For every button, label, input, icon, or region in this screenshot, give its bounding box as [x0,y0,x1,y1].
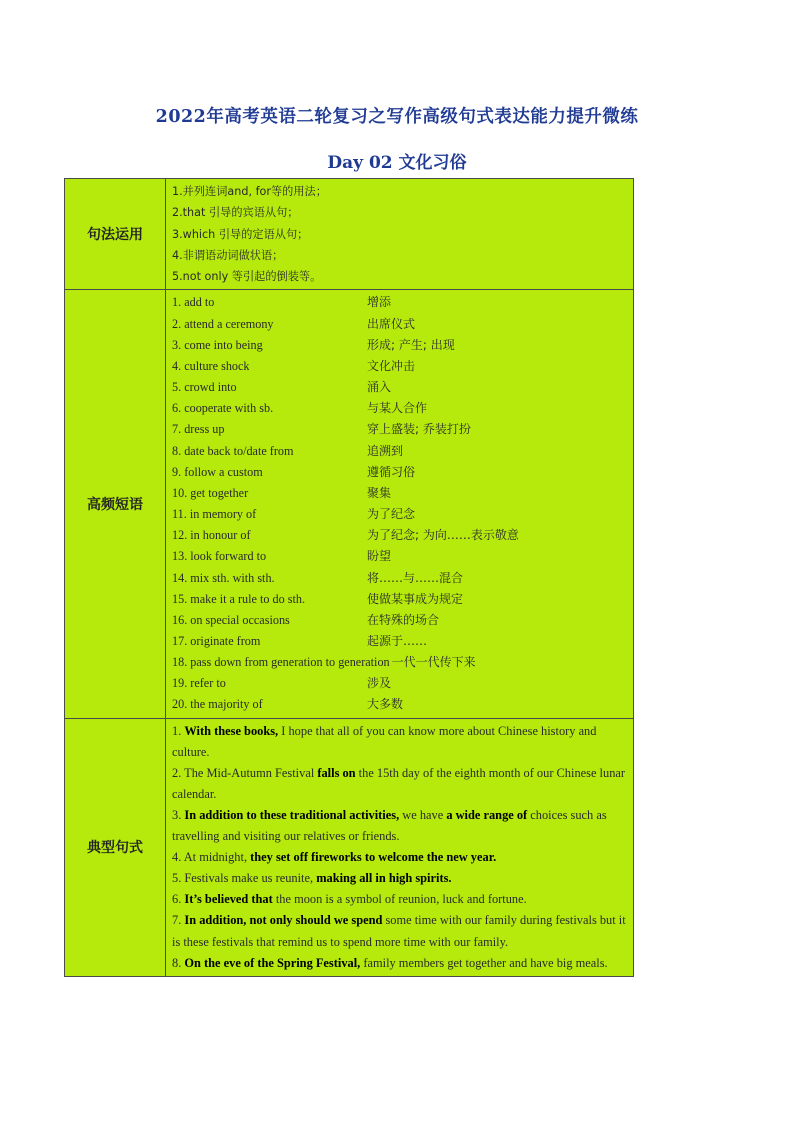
phrase-item [172,694,627,715]
sentence-key-phrase: It’s believed that [184,892,273,907]
syntax-item: 1.并列连词and, for等的用法； [172,185,327,198]
sentence-text: some time with our family during festivals but it is these festivals that remind us to spend more time with our family. [172,913,626,949]
phrase-chinese: 增添 [367,295,392,310]
sentence-item [172,953,627,974]
phrases-list [166,290,634,718]
document-title: 2022年高考英语二轮复习之写作高级句式表达能力提升微练 [155,107,639,127]
sentence-text: choices such as travelling and visiting our relatives or friends. [172,807,607,844]
sentence-item [172,805,627,847]
phrase-chinese: 遵循习俗 [367,464,416,479]
sentence-key-phrase: making all in high spirits. [316,871,452,886]
sentence-text: 3. [172,807,185,822]
content-table [64,178,634,977]
phrase-english: 16. on special occasions [172,612,290,627]
sentence-text: I hope that all of you can know more about Chinese history and culture. [172,723,597,759]
phrase-item [172,314,627,335]
phrase-english: 7. dress up [172,422,225,437]
phrase-item [172,589,627,610]
phrase-english: 17. originate from [172,633,261,648]
phrase-item [172,631,627,652]
document-subtitle: Day 02 文化习俗 [327,153,467,173]
phrase-chinese: 涌入 [367,380,392,395]
phrase-chinese: 涉及 [367,676,392,691]
sentence-text: 5. Festivals make us reunite, [172,871,317,886]
sentence-text: 1. [172,723,185,738]
phrase-chinese: 起源于…… [367,633,428,648]
phrase-english: 6. cooperate with sb. [172,401,274,416]
phrase-english: 3. come into being [172,337,263,352]
sentence-text: 8. [172,955,185,970]
phrase-english: 20. the majority of [172,697,263,712]
syntax-row [65,179,634,290]
sentence-item [172,868,627,889]
phrase-item [172,546,627,567]
phrase-english: 5. crowd into [172,380,237,395]
phrase-item [172,568,627,589]
phrase-item [172,356,627,377]
phrase-english: 15. make it a rule to do sth. [172,591,306,606]
sentence-key-phrase: a wide range of [446,807,528,822]
sentence-text: 6. [172,892,185,907]
phrase-item [172,462,627,483]
phrases-row [65,290,634,718]
phrase-item [172,483,627,504]
phrase-english: 9. follow a custom [172,464,263,479]
syntax-list [166,179,634,290]
phrase-item [172,504,627,525]
phrase-english: 13. look forward to [172,549,267,564]
syntax-item: 4.非谓语动词做状语； [172,248,284,262]
phrase-english: 12. in honour of [172,528,251,543]
syntax-heading: 句法运用 [65,179,166,290]
phrase-chinese: 盼望 [367,549,392,564]
sentence-item [172,910,627,952]
phrase-item [172,419,627,440]
phrase-chinese: 在特殊的场合 [367,612,440,627]
syntax-item: 3.which 引导的定语从句； [172,227,309,241]
sentences-list [166,718,634,976]
sentence-text: we have [399,807,447,822]
phrase-chinese: 使做某事成为规定 [367,591,464,606]
phrase-item [172,673,627,694]
phrase-chinese: 将……与……混合 [367,570,464,585]
phrase-item [172,398,627,419]
phrase-chinese: 出席仪式 [367,316,416,331]
sentence-text: the moon is a symbol of reunion, luck and fortune. [272,892,527,907]
sentences-row [65,718,634,976]
phrase-item [172,335,627,356]
phrase-item [172,610,627,631]
phrase-english: 14. mix sth. with sth. [172,570,275,585]
phrase-chinese: 为了纪念; 为向……表示敬意 [367,528,519,543]
phrase-english: 8. date back to/date from [172,443,294,458]
sentence-key-phrase: falls on [317,765,356,780]
phrase-chinese: 追溯到 [367,443,404,458]
sentence-item [172,721,627,763]
phrases-heading: 高频短语 [65,290,166,718]
sentence-text: the 15th day of the eighth month of our Chinese lunar calendar. [172,765,626,801]
phrase-english: 4. culture shock [172,358,250,373]
sentence-item [172,847,627,868]
phrase-english: 2. attend a ceremony [172,316,274,331]
sentence-item [172,889,627,910]
syntax-item: 2.that 引导的宾语从句； [172,206,299,220]
sentence-text: 4. At midnight, [172,850,251,865]
phrase-chinese: 穿上盛装; 乔装打扮 [367,422,471,437]
sentence-key-phrase: they set off fireworks to welcome the new year. [250,850,497,865]
phrase-english: 19. refer to [172,676,226,691]
sentence-text: family members get together and have big meals. [360,955,608,970]
phrase-english: 11. in memory of [172,507,257,522]
sentences-heading: 典型句式 [65,718,166,976]
sentence-item [172,763,627,805]
phrase-chinese: 为了纪念 [367,507,416,522]
phrase-item [172,377,627,398]
phrase-english: 18. pass down from generation to generation [172,655,390,670]
phrase-item [172,292,627,313]
phrase-english: 1. add to [172,295,215,310]
syntax-item: 5.not only 等引起的倒装等。 [172,270,322,284]
phrase-item [172,525,627,546]
sentence-key-phrase: In addition, not only should we spend [184,913,383,928]
sentence-key-phrase: In addition to these traditional activities, [184,807,400,822]
phrase-chinese: 与某人合作 [367,401,428,416]
phrase-chinese: 文化冲击 [367,358,416,373]
phrase-chinese: 形成; 产生; 出现 [367,337,455,352]
phrase-chinese: 大多数 [367,697,404,712]
phrase-chinese: 聚集 [367,485,392,500]
phrase-english: 10. get together [172,485,249,500]
phrase-item [172,652,627,673]
sentence-text: 7. [172,913,185,928]
sentence-key-phrase: On the eve of the Spring Festival, [184,955,361,970]
sentence-text: 2. The Mid-Autumn Festival [172,765,318,780]
phrase-chinese: 一代一代传下来 [391,655,476,670]
sentence-key-phrase: With these books, [184,723,279,738]
phrase-item [172,441,627,462]
